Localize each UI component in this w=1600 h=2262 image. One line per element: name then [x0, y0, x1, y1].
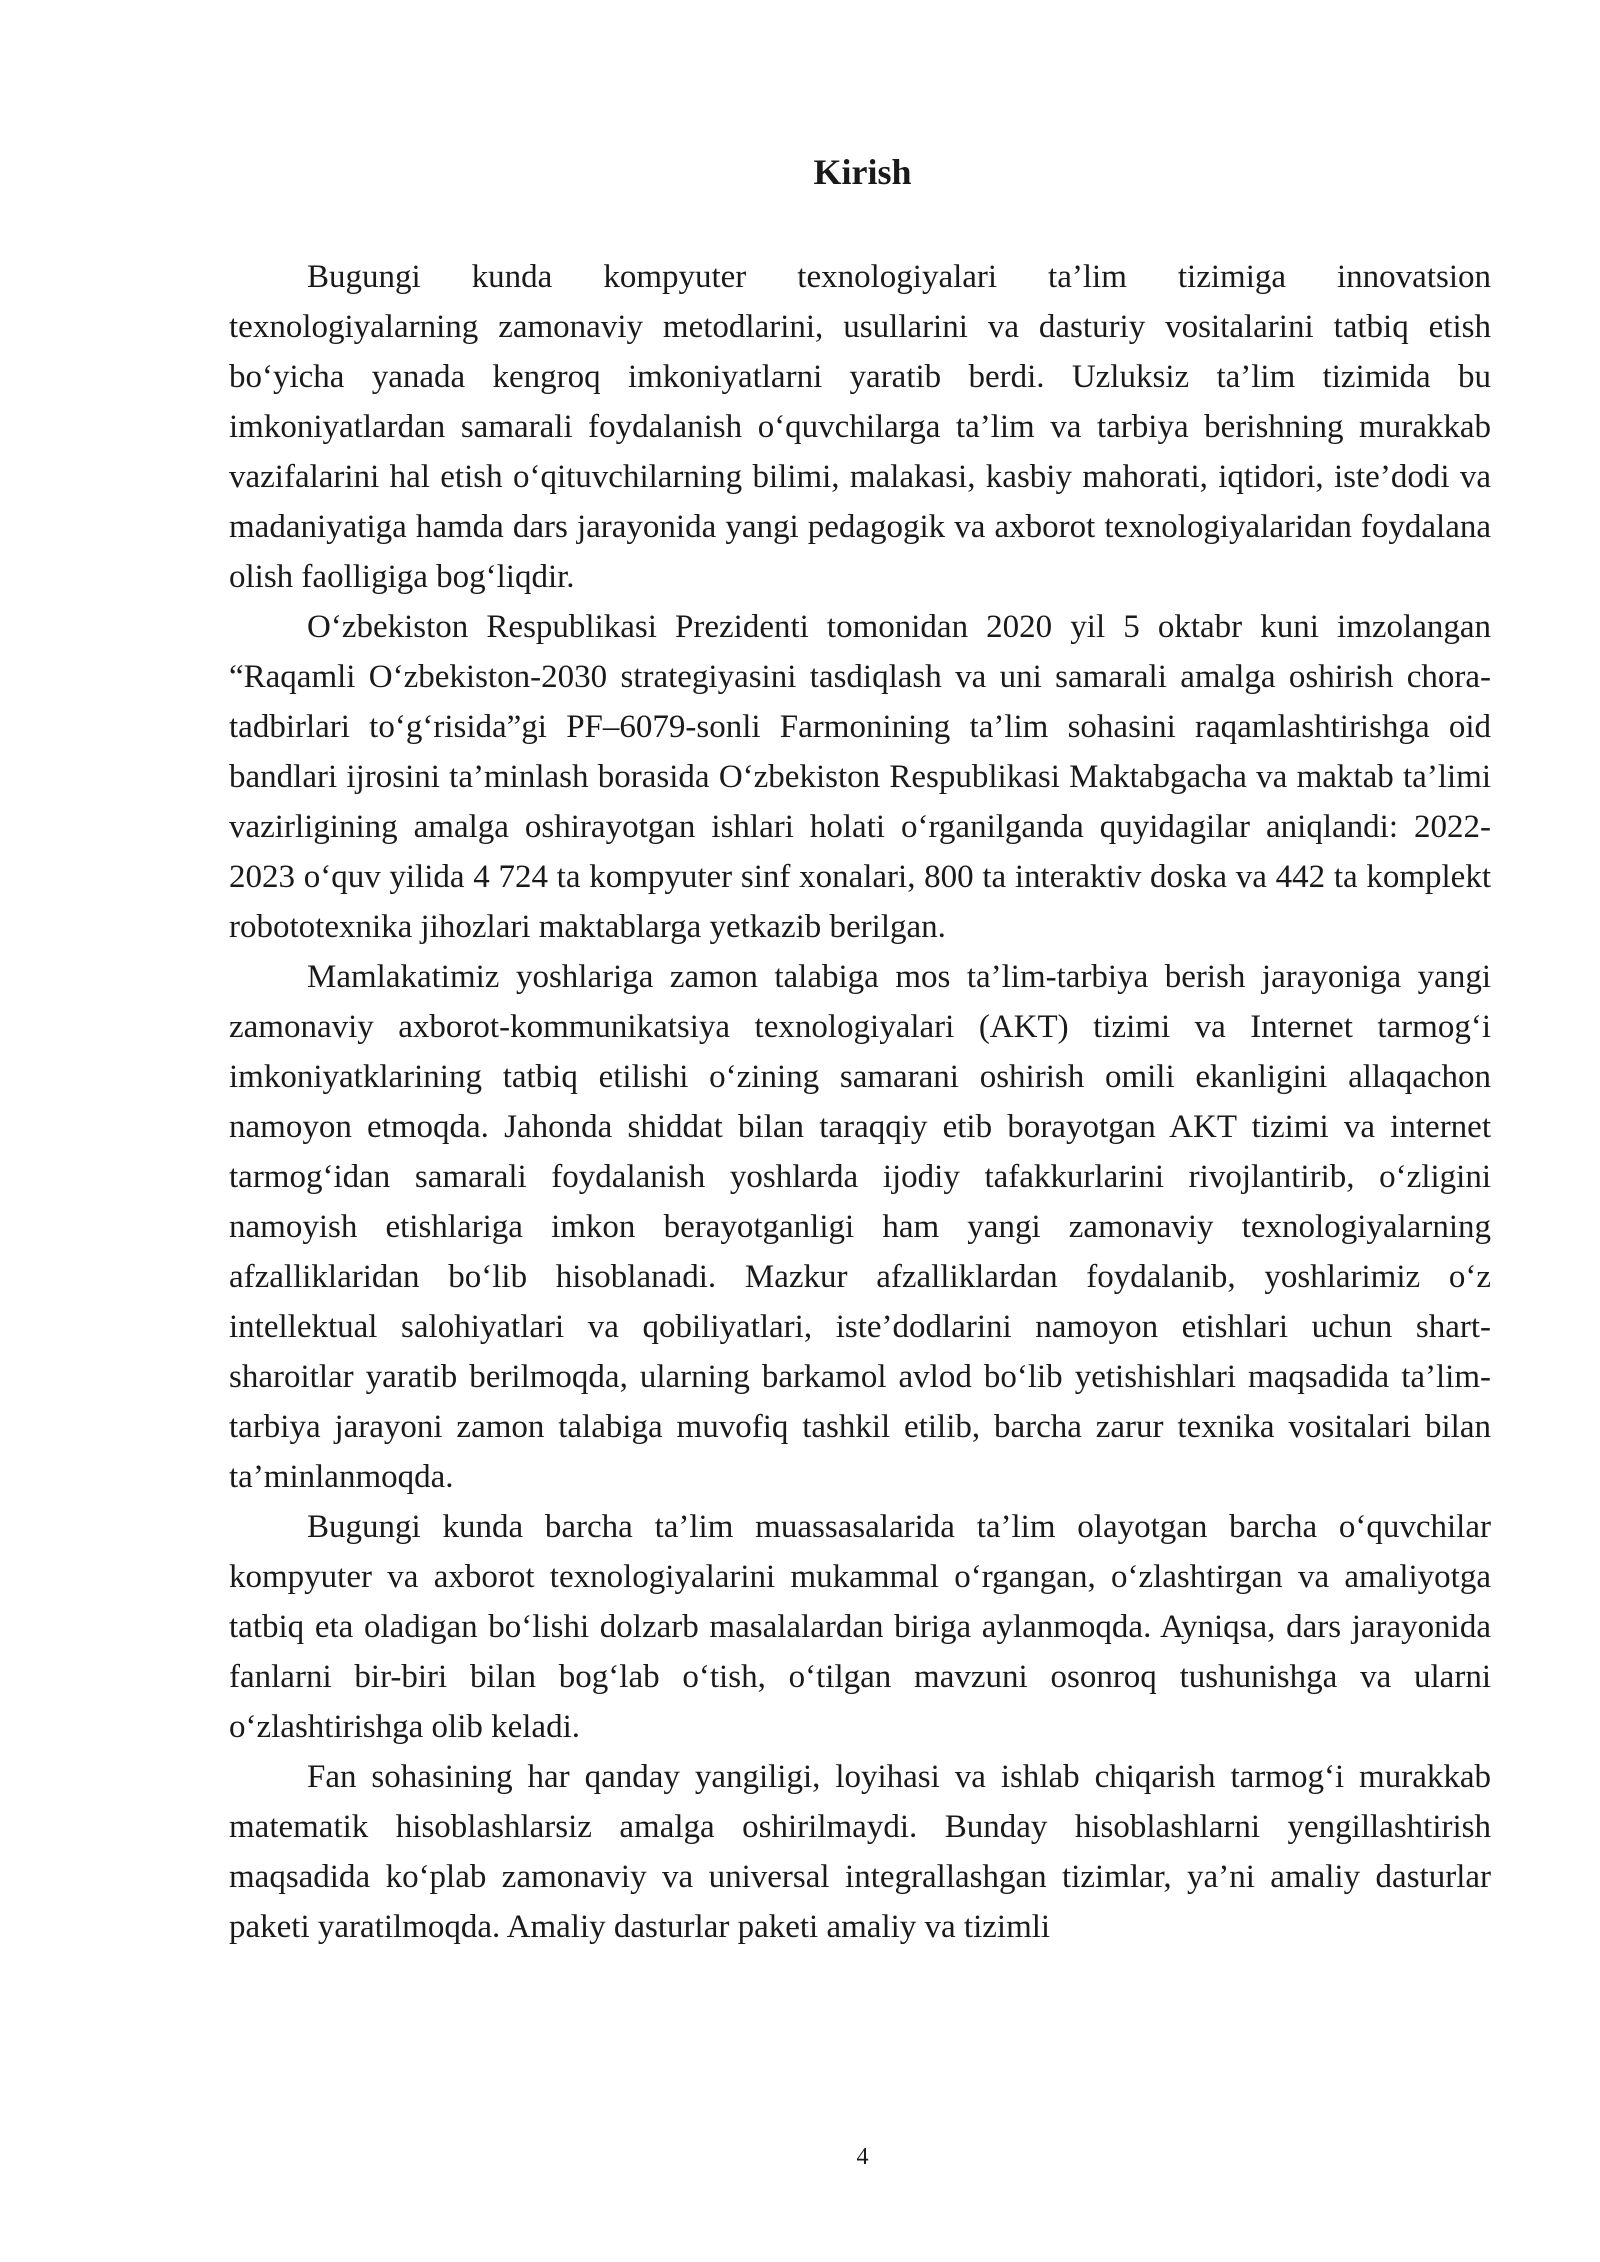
page-number: 4 — [856, 2144, 869, 2170]
paragraph-1: Bugungi kunda kompyuter texnologiyalari ta’lim tizimiga innovatsion texnologiyalarning zamonaviy metodlarini, usullarini va dasturiy vositalarini tatbiq etish bo‘yicha yanada kengroq imkoniyatlarni yaratib berdi. Uzluksiz ta’lim tizimida bu imkoniyatlardan samarali foydalanish o‘quvchilarga ta’lim va tarbiya berishning murakkab vazifalarini hal etish o‘qituvchilarning bilimi, malakasi, kasbiy mahorati, iqtidori, iste’dodi va madaniyatiga hamda dars jarayonida yangi pedagogik va axborot texnologiyalaridan foydalana olish faolligiga bog‘liqdir. — [229, 259, 1491, 595]
paragraph-4: Bugungi kunda barcha ta’lim muassasalarida ta’lim olayotgan barcha o‘quvchilar kompyuter va axborot texnologiyalarini mukammal o‘rgangan, o‘zlashtirgan va amaliyotga tatbiq eta oladigan bo‘lishi dolzarb masalalardan biriga aylanmoqda. Ayniqsa, dars jarayonida fanlarni bir-biri bilan bog‘lab o‘tish, o‘tilgan mavzuni osonroq tushunishga va ularni o‘zlashtirishga olib keladi. — [229, 1509, 1491, 1745]
paragraph-2: O‘zbekiston Respublikasi Prezidenti tomonidan 2020 yil 5 oktabr kuni imzolangan “Raqamli O‘zbekiston-2030 strategiyasini tasdiqlash va uni samarali amalga oshirish chora-tadbirlari to‘g‘risida”gi PF–6079-sonli Farmonining ta’lim sohasini raqamlashtirishga oid bandlari ijrosini ta’minlash borasida O‘zbekiston Respublikasi Maktabgacha va maktab ta’limi vazirligining amalga oshirayotgan ishlari holati o‘rganilganda quyidagilar aniqlandi: 2022-2023 o‘quv yilida 4 724 ta kompyuter sinf xonalari, 800 ta interaktiv doska va 442 ta komplekt robototexnika jihozlari maktablarga yetkazib berilgan. — [229, 609, 1491, 945]
page-title: Kirish — [813, 152, 912, 192]
body-text — [229, 252, 1491, 1952]
paragraph-5: Fan sohasining har qanday yangiligi, loyihasi va ishlab chiqarish tarmog‘i murakkab matematik hisoblashlarsiz amalga oshirilmaydi. Bunday hisoblashlarni yengillashtirish maqsadida ko‘plab zamonaviy va universal integrallashgan tizimlar, ya’ni amaliy dasturlar paketi yaratilmoqda. Amaliy dasturlar paketi amaliy va tizimli — [229, 1759, 1491, 1945]
paragraph-3: Mamlakatimiz yoshlariga zamon talabiga mos ta’lim-tarbiya berish jarayoniga yangi zamonaviy axborot-kommunikatsiya texnologiyalari (AKT) tizimi va Internet tarmog‘i imkoniyatklarining tatbiq etilishi o‘zining samarani oshirish omili ekanligini allaqachon namoyon etmoqda. Jahonda shiddat bilan taraqqiy etib borayotgan AKT tizimi va internet tarmog‘idan samarali foydalanish yoshlarda ijodiy tafakkurlarini rivojlantirib, o‘zligini namoyish etishlariga imkon berayotganligi ham yangi zamonaviy texnologiyalarning afzalliklaridan bo‘lib hisoblanadi. Mazkur afzalliklardan foydalanib, yoshlarimiz o‘z intellektual salohiyatlari va qobiliyatlari, iste’dodlarini namoyon etishlari uchun shart-sharoitlar yaratib berilmoqda, ularning barkamol avlod bo‘lib yetishishlari maqsadida ta’lim-tarbiya jarayoni zamon talabiga muvofiq tashkil etilib, barcha zarur texnika vositalari bilan ta’minlanmoqda. — [229, 959, 1491, 1495]
